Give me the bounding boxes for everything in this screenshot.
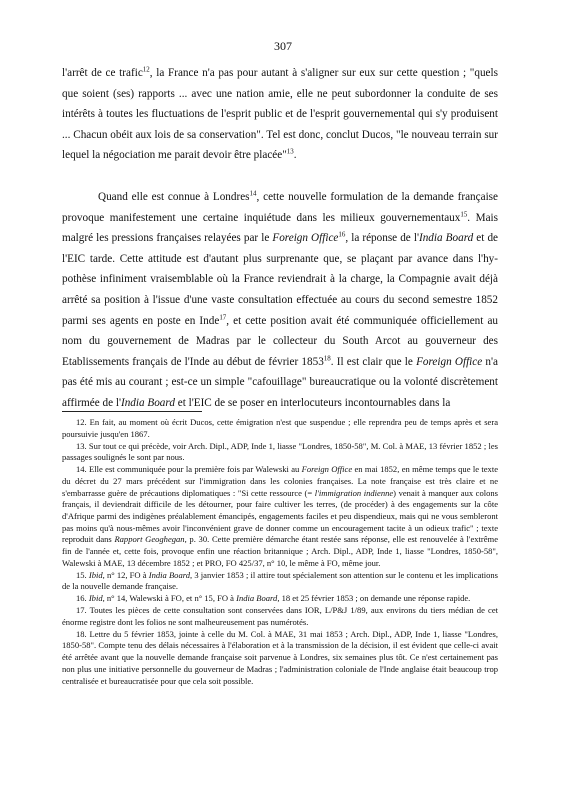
text-run: et de l'EIC tarde. Cette attitude est d'autant plus surprenante que, se plaçant par avance dans l'hypothèse infiniment vraisemblable où la France reviendrait à la charge, la Compagnie avait déjà arrêté sa position à l'issue d'une vaste consultation effectuée au cours du second semestre 1852 parmi ses agents en poste en Inde [62, 232, 499, 327]
text-run: n'a pas été mis au courant ; est-ce un simple "cafouillage" bureaucratique ou la volonté discrètement affirmée de l' [62, 355, 498, 409]
italic-text: Foreign Office [272, 232, 339, 245]
page-number: 307 [274, 39, 292, 53]
main-text [62, 63, 498, 414]
footnote [62, 570, 498, 593]
text-run: , et cette position avait été communiquée officiellement au nom du gouvernement de Madras par le collecteur du South Arcot au gouverneur des Etablissements français de l'Inde au début de février 1853 [62, 314, 499, 368]
footnote [62, 593, 498, 605]
paragraph [62, 187, 498, 414]
italic-text: India Board [120, 396, 175, 409]
italic-text: India Board [148, 569, 191, 580]
italic-text: Foreign Office [416, 355, 483, 368]
footnote [62, 464, 498, 569]
text-run: , n° 14, Walewski à FO, et n° 15, FO à [102, 593, 237, 604]
text-run: 14. Elle est communiquée pour la première fois par Walewski au [76, 464, 302, 475]
italic-text: Ibid [88, 593, 103, 604]
footnote-ref: 15 [460, 209, 468, 218]
footnote-separator [62, 411, 202, 412]
footnote-ref: 13 [286, 147, 294, 156]
text-run: 17. Toutes les pièces de cette consultation sont conservées dans IOR, L/P&J 1/89, aux environs du tiers médian de cet énorme registre dont les folios ne sont malheureusement pas numérotés. [62, 605, 498, 627]
text-run: , 18 et 25 février 1853 ; on demande une réponse rapide. [277, 593, 471, 604]
footnote [62, 605, 498, 628]
text-run: en mai 1852, en même temps que le texte du décret du 27 mars précédent sur l'immigration dans les colonies françaises. La note française est très claire et ne s'embarrasse guère de précautions diplomatiques : "Si cette ressource (= [62, 464, 498, 498]
paragraph [62, 63, 498, 166]
italic-text: India Board [236, 593, 278, 604]
footnote [62, 629, 498, 688]
footnote [62, 441, 498, 464]
text-run: , cette nouvelle formulation de la demande française provoque manifestement une certaine inquiétude dans les milieux gouvernementaux [62, 190, 498, 224]
text-run: , 3 janvier 1853 ; il attire tout spécialement son attention sur le contenu et les implications de la nouvelle demande française. [62, 569, 498, 592]
text-run: . Il est clair que le [330, 355, 417, 368]
text-run: Quand elle est connue à Londres [98, 190, 250, 203]
italic-text: Rapport Geoghegan [114, 534, 185, 545]
italic-text: India Board [418, 232, 474, 245]
text-run: . [293, 149, 297, 162]
italic-text: l'immigration indienne [314, 487, 394, 498]
text-run: 18. Lettre du 5 février 1853, jointe à celle du M. Col. à MAE, 31 mai 1853 ; Arch. Dipl., ADP, Inde 1, liasse "Londres, 1850-58". Compte tenu des délais nécessaires à l'élaboration et à la transmission de la décision, il est évident que celle-ci avait été arrêtée avant que la nouvelle demande française soit parvenue à Londres, six semaines plus tôt. Ce n'est certainement pas non plus une initiative personnelle du gouverneur de Madras ; l'administration coloniale de l'Inde anglaise était beaucoup trop centralisée et bureaucratisée pour que cela soit possible. [62, 628, 498, 686]
italic-text: Ibid [88, 569, 103, 580]
footnote-ref: 18 [323, 353, 331, 362]
text-run: , n° 12, FO à [102, 569, 149, 580]
text-run: 15. [76, 569, 89, 580]
footnote-ref: 12 [142, 65, 150, 74]
italic-text: Foreign Office [301, 464, 353, 475]
footnote [62, 417, 498, 440]
text-run: ) venait à manquer aux colons français, il deviendrait difficile de les détourner, pour faire cultiver les terres, (de procéder) à des engagements sur la côte d'Afrique parmi des indigènes préalablement émancipés, engagements faciles et peu dispendieux, mais qui ne vous sembleront pas moins qu'à nous-mêmes avoir l'inconvénient grave de donner comme un encouragement tacite à un odieux trafic" ; texte reproduit dans [62, 487, 498, 545]
text-run: 13. Sur tout ce qui précède, voir Arch. Dipl., ADP, Inde 1, liasse "Londres, 1850-58", M. Col. à MAE, 13 février 1852 ; les passages soulignés le sont par nous. [62, 440, 498, 463]
footnote-ref: 14 [249, 189, 257, 198]
text-run: 12. En fait, au moment où écrit Ducos, cette émigration n'est que suspendue ; elle reprendra peu de temps après et sera poursuivie jusqu'en 1867. [62, 417, 498, 439]
footnote-ref: 17 [219, 312, 227, 321]
text-run: et l'EIC de se poser en interlocuteurs incontournables dans la [174, 396, 451, 409]
text-run: , la réponse de l' [345, 232, 419, 245]
footnotes [62, 417, 498, 687]
footnote-ref: 16 [338, 230, 346, 239]
text-run: , la France n'a pas pour autant à s'aligner sur eux sur cette question ; "quels que soient (ses) rapports ... avec une nation amie, elle ne peut subordonner la conduite de ses intérêts à toutes les fluctuations de l'esprit public et de l'esprit gouvernemental qui s'y produisent ... Chacun obéit aux lois de sa conservation". Tel est donc, conclut Ducos, "le nouveau terrain sur lequel la négociation me parait devoir être placée" [62, 67, 498, 162]
text-run: 16. [76, 593, 89, 604]
text-run: , p. 30. Cette première démarche étant restée sans réponse, elle est renouvelée à l'extrême fin de l'année et, cette fois, provoque enfin une réaction britannique ; Arch. Dipl., ADP, Inde 1, liasse "Londres, 1850-58", Walewski à MAE, 13 décembre 1852 ; et PRO, FO 425/37, n° 10, le même à FO, même jour. [62, 534, 498, 568]
text-run: l'arrêt de ce trafic [62, 67, 143, 79]
text-run: . Mais malgré les pressions françaises relayées par le [62, 211, 498, 245]
